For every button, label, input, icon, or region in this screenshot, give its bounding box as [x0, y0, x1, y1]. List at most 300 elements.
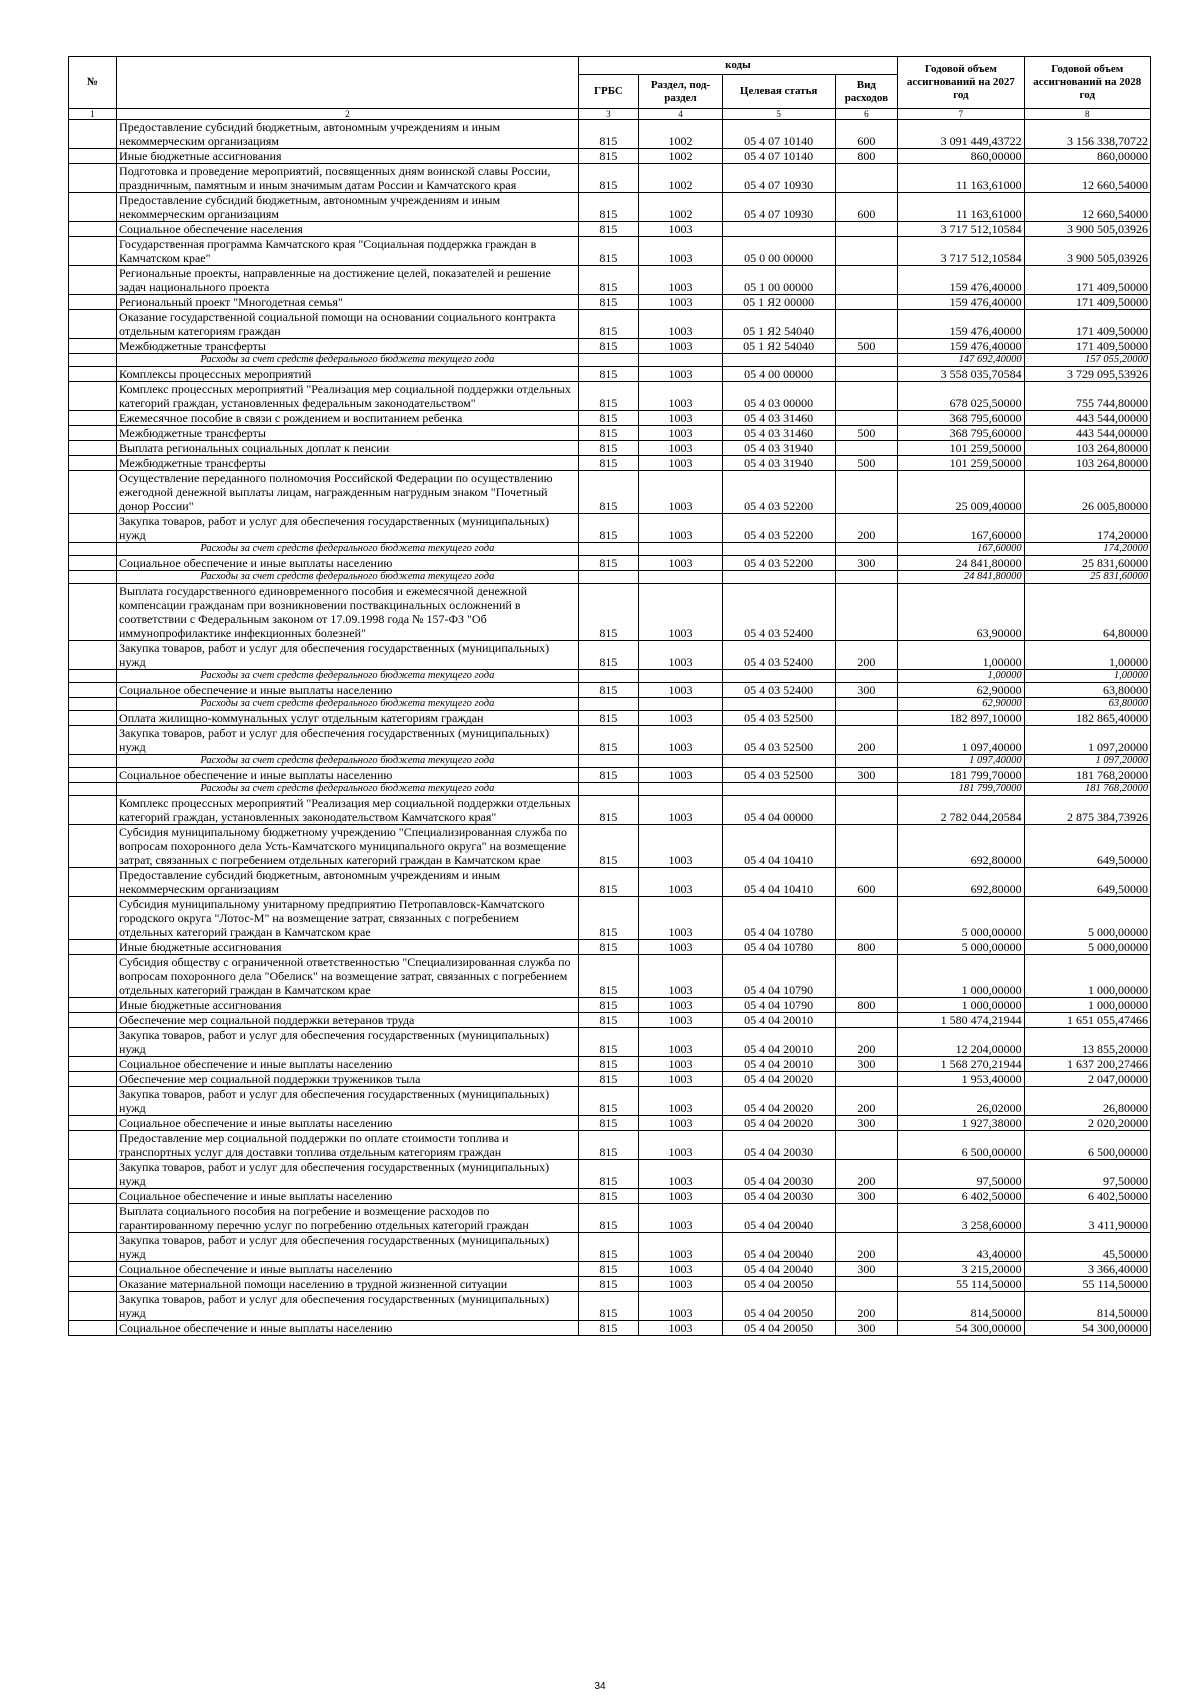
row-number-cell	[69, 222, 117, 237]
grbs-cell: 815	[578, 940, 639, 955]
row-number-cell	[69, 940, 117, 955]
expense-name-cell: Оказание государственной социальной помощи на основании социального контракта отдельным категориям граждан	[117, 310, 579, 339]
row-number-cell	[69, 456, 117, 471]
row-number-cell	[69, 339, 117, 354]
expense-name-cell: Расходы за счет средств федерального бюджета текущего года	[117, 543, 579, 556]
row-number-cell	[69, 1277, 117, 1292]
expense-name-cell: Комплекс процессных мероприятий "Реализация мер социальной поддержки отдельных категорий граждан, установленных федеральным законодательством"	[117, 382, 579, 411]
grbs-cell: 815	[578, 339, 639, 354]
header-year-2027: Годовой объем ассигнований на 2027 год	[898, 57, 1024, 109]
row-number-cell	[69, 367, 117, 382]
table-row	[69, 339, 1151, 354]
grbs-cell: 815	[578, 1204, 639, 1233]
amount-2028-cell: 443 544,00000	[1024, 411, 1150, 426]
table-row	[69, 237, 1151, 266]
amount-2028-cell: 181 768,20000	[1024, 783, 1150, 796]
amount-2028-cell: 174,20000	[1024, 543, 1150, 556]
table-row	[69, 1028, 1151, 1057]
row-number-cell	[69, 1131, 117, 1160]
table-row	[69, 1233, 1151, 1262]
expense-kind-cell: 200	[835, 726, 898, 755]
budget-table	[68, 56, 1151, 1336]
target-article-cell	[722, 571, 835, 584]
amount-2027-cell: 24 841,80000	[898, 571, 1024, 584]
expense-kind-cell	[835, 543, 898, 556]
amount-2028-cell: 103 264,80000	[1024, 456, 1150, 471]
amount-2027-cell: 6 402,50000	[898, 1189, 1024, 1204]
section-cell: 1003	[639, 1131, 723, 1160]
expense-name-cell: Социальное обеспечение населения	[117, 222, 579, 237]
amount-2028-cell: 181 768,20000	[1024, 768, 1150, 783]
header-name	[117, 57, 579, 109]
amount-2027-cell: 159 476,40000	[898, 339, 1024, 354]
amount-2027-cell: 1 097,40000	[898, 726, 1024, 755]
target-article-cell: 05 4 04 20040	[722, 1233, 835, 1262]
table-row	[69, 1277, 1151, 1292]
expense-name-cell: Иные бюджетные ассигнования	[117, 998, 579, 1013]
table-row	[69, 1262, 1151, 1277]
section-cell: 1003	[639, 266, 723, 295]
amount-2027-cell: 97,50000	[898, 1160, 1024, 1189]
amount-2028-cell: 860,00000	[1024, 149, 1150, 164]
amount-2028-cell: 182 865,40000	[1024, 711, 1150, 726]
amount-2028-cell: 2 020,20000	[1024, 1116, 1150, 1131]
row-number-cell	[69, 1262, 117, 1277]
row-number-cell	[69, 1204, 117, 1233]
target-article-cell: 05 4 04 20030	[722, 1160, 835, 1189]
expense-name-cell: Закупка товаров, работ и услуг для обеспечения государственных (муниципальных) нужд	[117, 514, 579, 543]
target-article-cell: 05 4 04 20050	[722, 1321, 835, 1336]
grbs-cell: 815	[578, 411, 639, 426]
header-number: №	[69, 57, 117, 109]
amount-2027-cell: 3 258,60000	[898, 1204, 1024, 1233]
grbs-cell: 815	[578, 471, 639, 514]
target-article-cell: 05 4 04 20020	[722, 1072, 835, 1087]
expense-kind-cell: 200	[835, 1028, 898, 1057]
expense-name-cell: Комплексы процессных мероприятий	[117, 367, 579, 382]
row-number-cell	[69, 755, 117, 768]
grbs-cell: 815	[578, 1028, 639, 1057]
grbs-cell: 815	[578, 120, 639, 149]
target-article-cell: 05 4 04 20030	[722, 1131, 835, 1160]
row-number-cell	[69, 868, 117, 897]
expense-kind-cell	[835, 237, 898, 266]
column-number: 6	[835, 109, 898, 120]
row-number-cell	[69, 310, 117, 339]
amount-2027-cell: 11 163,61000	[898, 193, 1024, 222]
amount-2027-cell: 5 000,00000	[898, 940, 1024, 955]
expense-name-cell: Социальное обеспечение и иные выплаты населению	[117, 1321, 579, 1336]
section-cell: 1003	[639, 367, 723, 382]
grbs-cell: 815	[578, 149, 639, 164]
row-number-cell	[69, 120, 117, 149]
expense-kind-cell: 500	[835, 426, 898, 441]
expense-name-cell: Закупка товаров, работ и услуг для обеспечения государственных (муниципальных) нужд	[117, 641, 579, 670]
expense-name-cell: Расходы за счет средств федерального бюджета текущего года	[117, 571, 579, 584]
federal-funds-row	[69, 698, 1151, 711]
target-article-cell: 05 4 04 20010	[722, 1013, 835, 1028]
section-cell: 1003	[639, 584, 723, 641]
section-cell: 1003	[639, 441, 723, 456]
target-article-cell: 05 4 04 20050	[722, 1277, 835, 1292]
table-row	[69, 295, 1151, 310]
expense-name-cell: Субсидия муниципальному бюджетному учреждению "Специализированная служба по вопросам похоронного дела Усть-Камчатского муниципального округа" на возмещение затрат, связанных с погребением отдельных категорий граждан в Камчатском крае	[117, 825, 579, 868]
target-article-cell: 05 4 04 20010	[722, 1057, 835, 1072]
amount-2027-cell: 101 259,50000	[898, 441, 1024, 456]
row-number-cell	[69, 571, 117, 584]
section-cell: 1003	[639, 1028, 723, 1057]
grbs-cell: 815	[578, 1013, 639, 1028]
amount-2027-cell: 1 000,00000	[898, 998, 1024, 1013]
expense-name-cell: Предоставление субсидий бюджетным, автономным учреждениям и иным некоммерческим организациям	[117, 193, 579, 222]
row-number-cell	[69, 193, 117, 222]
expense-kind-cell: 200	[835, 1160, 898, 1189]
expense-kind-cell: 200	[835, 1087, 898, 1116]
grbs-cell	[578, 543, 639, 556]
grbs-cell	[578, 698, 639, 711]
grbs-cell: 815	[578, 514, 639, 543]
column-number: 4	[639, 109, 723, 120]
table-row	[69, 471, 1151, 514]
expense-kind-cell	[835, 1204, 898, 1233]
expense-kind-cell	[835, 584, 898, 641]
section-cell: 1003	[639, 339, 723, 354]
row-number-cell	[69, 825, 117, 868]
section-cell: 1003	[639, 222, 723, 237]
grbs-cell: 815	[578, 441, 639, 456]
amount-2027-cell: 182 897,10000	[898, 711, 1024, 726]
table-row	[69, 149, 1151, 164]
grbs-cell: 815	[578, 1087, 639, 1116]
expense-name-cell: Комплекс процессных мероприятий "Реализация мер социальной поддержки отдельных категорий граждан, установленных законодательством Камчатского края"	[117, 796, 579, 825]
row-number-cell	[69, 1013, 117, 1028]
amount-2027-cell: 2 782 044,20584	[898, 796, 1024, 825]
amount-2028-cell: 814,50000	[1024, 1292, 1150, 1321]
target-article-cell: 05 4 04 20020	[722, 1087, 835, 1116]
section-cell: 1003	[639, 295, 723, 310]
row-number-cell	[69, 1072, 117, 1087]
column-number: 2	[117, 109, 579, 120]
target-article-cell: 05 4 04 00000	[722, 796, 835, 825]
amount-2028-cell: 55 114,50000	[1024, 1277, 1150, 1292]
expense-name-cell: Социальное обеспечение и иные выплаты населению	[117, 1262, 579, 1277]
amount-2027-cell: 24 841,80000	[898, 556, 1024, 571]
target-article-cell: 05 4 04 10780	[722, 897, 835, 940]
section-cell: 1003	[639, 711, 723, 726]
amount-2027-cell: 3 091 449,43722	[898, 120, 1024, 149]
amount-2028-cell: 6 402,50000	[1024, 1189, 1150, 1204]
federal-funds-row	[69, 354, 1151, 367]
amount-2028-cell: 1 097,20000	[1024, 755, 1150, 768]
target-article-cell	[722, 783, 835, 796]
section-cell: 1003	[639, 825, 723, 868]
amount-2028-cell: 3 729 095,53926	[1024, 367, 1150, 382]
amount-2027-cell: 167,60000	[898, 543, 1024, 556]
amount-2027-cell: 181 799,70000	[898, 783, 1024, 796]
section-cell	[639, 698, 723, 711]
row-number-cell	[69, 641, 117, 670]
amount-2028-cell: 26,80000	[1024, 1087, 1150, 1116]
grbs-cell: 815	[578, 1131, 639, 1160]
expense-name-cell: Предоставление мер социальной поддержки по оплате стоимости топлива и транспортных услуг для доставки топлива отдельным категориям граждан	[117, 1131, 579, 1160]
grbs-cell: 815	[578, 641, 639, 670]
expense-name-cell: Закупка товаров, работ и услуг для обеспечения государственных (муниципальных) нужд	[117, 1028, 579, 1057]
expense-kind-cell: 500	[835, 456, 898, 471]
target-article-cell: 05 4 03 31460	[722, 426, 835, 441]
table-row	[69, 1116, 1151, 1131]
row-number-cell	[69, 726, 117, 755]
budget-sheet	[68, 56, 1151, 1336]
table-row	[69, 825, 1151, 868]
expense-kind-cell	[835, 670, 898, 683]
table-row	[69, 411, 1151, 426]
expense-name-cell: Оплата жилищно-коммунальных услуг отдельным категориям граждан	[117, 711, 579, 726]
target-article-cell	[722, 670, 835, 683]
amount-2027-cell: 167,60000	[898, 514, 1024, 543]
target-article-cell: 05 1 00 00000	[722, 266, 835, 295]
section-cell: 1002	[639, 193, 723, 222]
page-number: 34	[594, 1681, 606, 1692]
row-number-cell	[69, 955, 117, 998]
amount-2028-cell: 171 409,50000	[1024, 310, 1150, 339]
row-number-cell	[69, 711, 117, 726]
section-cell	[639, 783, 723, 796]
row-number-cell	[69, 768, 117, 783]
expense-kind-cell	[835, 698, 898, 711]
row-number-cell	[69, 164, 117, 193]
row-number-cell	[69, 556, 117, 571]
expense-kind-cell: 300	[835, 1262, 898, 1277]
target-article-cell: 05 4 04 10780	[722, 940, 835, 955]
section-cell: 1003	[639, 897, 723, 940]
expense-kind-cell: 200	[835, 1292, 898, 1321]
target-article-cell: 05 1 Я2 54040	[722, 339, 835, 354]
amount-2027-cell: 3 717 512,10584	[898, 222, 1024, 237]
expense-name-cell: Расходы за счет средств федерального бюджета текущего года	[117, 783, 579, 796]
target-article-cell: 05 1 Я2 54040	[722, 310, 835, 339]
expense-name-cell: Расходы за счет средств федерального бюджета текущего года	[117, 670, 579, 683]
section-cell: 1003	[639, 1072, 723, 1087]
target-article-cell: 05 4 03 52200	[722, 471, 835, 514]
section-cell: 1003	[639, 456, 723, 471]
expense-kind-cell	[835, 354, 898, 367]
section-cell: 1003	[639, 768, 723, 783]
table-row	[69, 1072, 1151, 1087]
expense-kind-cell	[835, 755, 898, 768]
grbs-cell: 815	[578, 955, 639, 998]
expense-name-cell: Социальное обеспечение и иные выплаты населению	[117, 556, 579, 571]
federal-funds-row	[69, 755, 1151, 768]
amount-2028-cell: 3 900 505,03926	[1024, 222, 1150, 237]
expense-kind-cell: 300	[835, 1189, 898, 1204]
amount-2028-cell: 64,80000	[1024, 584, 1150, 641]
table-row	[69, 897, 1151, 940]
expense-kind-cell	[835, 441, 898, 456]
expense-kind-cell: 300	[835, 1321, 898, 1336]
grbs-cell: 815	[578, 768, 639, 783]
expense-kind-cell	[835, 1072, 898, 1087]
grbs-cell: 815	[578, 1321, 639, 1336]
table-row	[69, 310, 1151, 339]
row-number-cell	[69, 382, 117, 411]
expense-kind-cell	[835, 783, 898, 796]
header-target: Целевая статья	[722, 75, 835, 109]
expense-kind-cell: 600	[835, 120, 898, 149]
section-cell: 1003	[639, 1204, 723, 1233]
target-article-cell: 05 4 03 52400	[722, 683, 835, 698]
row-number-cell	[69, 584, 117, 641]
amount-2028-cell: 1,00000	[1024, 641, 1150, 670]
expense-kind-cell: 300	[835, 1116, 898, 1131]
section-cell: 1003	[639, 726, 723, 755]
amount-2027-cell: 3 215,20000	[898, 1262, 1024, 1277]
row-number-cell	[69, 543, 117, 556]
column-number: 5	[722, 109, 835, 120]
grbs-cell: 815	[578, 1189, 639, 1204]
expense-name-cell: Расходы за счет средств федерального бюджета текущего года	[117, 698, 579, 711]
expense-name-cell: Субсидия муниципальному унитарному предприятию Петропавловск-Камчатского городского округа "Лотос-М" на возмещение затрат, связанных с погребением отдельных категорий граждан в Камчатском крае	[117, 897, 579, 940]
table-row	[69, 796, 1151, 825]
amount-2028-cell: 1 000,00000	[1024, 955, 1150, 998]
row-number-cell	[69, 796, 117, 825]
amount-2027-cell: 1 000,00000	[898, 955, 1024, 998]
target-article-cell: 05 4 03 31940	[722, 441, 835, 456]
row-number-cell	[69, 783, 117, 796]
expense-name-cell: Субсидия обществу с ограниченной ответственностью "Специализированная служба по вопросам похоронного дела "Обелиск" на возмещение затрат, связанных с погребением отдельных категорий граждан в Камчатском крае	[117, 955, 579, 998]
amount-2028-cell: 1 000,00000	[1024, 998, 1150, 1013]
expense-kind-cell: 200	[835, 1233, 898, 1262]
target-article-cell	[722, 698, 835, 711]
grbs-cell: 815	[578, 266, 639, 295]
amount-2028-cell: 25 831,60000	[1024, 556, 1150, 571]
table-row	[69, 1160, 1151, 1189]
amount-2027-cell: 5 000,00000	[898, 897, 1024, 940]
amount-2028-cell: 1 097,20000	[1024, 726, 1150, 755]
expense-kind-cell: 500	[835, 339, 898, 354]
target-article-cell: 05 4 07 10140	[722, 120, 835, 149]
amount-2028-cell: 103 264,80000	[1024, 441, 1150, 456]
grbs-cell: 815	[578, 1160, 639, 1189]
table-row	[69, 1321, 1151, 1336]
grbs-cell: 815	[578, 584, 639, 641]
target-article-cell: 05 4 03 52400	[722, 641, 835, 670]
grbs-cell: 815	[578, 193, 639, 222]
amount-2027-cell: 26,02000	[898, 1087, 1024, 1116]
row-number-cell	[69, 1116, 117, 1131]
table-row	[69, 711, 1151, 726]
section-cell: 1003	[639, 471, 723, 514]
federal-funds-row	[69, 670, 1151, 683]
target-article-cell	[722, 354, 835, 367]
expense-name-cell: Закупка товаров, работ и услуг для обеспечения государственных (муниципальных) нужд	[117, 1233, 579, 1262]
target-article-cell: 05 4 03 31940	[722, 456, 835, 471]
amount-2028-cell: 2 047,00000	[1024, 1072, 1150, 1087]
expense-name-cell: Расходы за счет средств федерального бюджета текущего года	[117, 755, 579, 768]
amount-2027-cell: 101 259,50000	[898, 456, 1024, 471]
expense-name-cell: Предоставление субсидий бюджетным, автономным учреждениям и иным некоммерческим организациям	[117, 120, 579, 149]
expense-kind-cell	[835, 711, 898, 726]
expense-kind-cell	[835, 471, 898, 514]
amount-2028-cell: 1 637 200,27466	[1024, 1057, 1150, 1072]
grbs-cell: 815	[578, 1292, 639, 1321]
federal-funds-row	[69, 543, 1151, 556]
expense-name-cell: Государственная программа Камчатского края "Социальная поддержка граждан в Камчатском крае"	[117, 237, 579, 266]
amount-2027-cell: 159 476,40000	[898, 295, 1024, 310]
table-row	[69, 683, 1151, 698]
grbs-cell	[578, 670, 639, 683]
amount-2028-cell: 63,80000	[1024, 698, 1150, 711]
amount-2028-cell: 443 544,00000	[1024, 426, 1150, 441]
section-cell: 1003	[639, 1262, 723, 1277]
amount-2028-cell: 171 409,50000	[1024, 339, 1150, 354]
amount-2027-cell: 43,40000	[898, 1233, 1024, 1262]
amount-2028-cell: 6 500,00000	[1024, 1131, 1150, 1160]
section-cell: 1003	[639, 1277, 723, 1292]
table-row	[69, 367, 1151, 382]
amount-2028-cell: 5 000,00000	[1024, 940, 1150, 955]
grbs-cell	[578, 571, 639, 584]
section-cell: 1003	[639, 1292, 723, 1321]
target-article-cell: 05 4 04 20020	[722, 1116, 835, 1131]
expense-name-cell: Иные бюджетные ассигнования	[117, 940, 579, 955]
target-article-cell: 05 1 Я2 00000	[722, 295, 835, 310]
expense-kind-cell	[835, 295, 898, 310]
section-cell: 1003	[639, 998, 723, 1013]
row-number-cell	[69, 1087, 117, 1116]
table-row	[69, 514, 1151, 543]
amount-2028-cell: 649,50000	[1024, 825, 1150, 868]
row-number-cell	[69, 514, 117, 543]
target-article-cell: 05 4 04 20030	[722, 1189, 835, 1204]
expense-kind-cell	[835, 382, 898, 411]
amount-2027-cell: 11 163,61000	[898, 164, 1024, 193]
section-cell: 1003	[639, 955, 723, 998]
grbs-cell: 815	[578, 1057, 639, 1072]
expense-kind-cell: 300	[835, 556, 898, 571]
row-number-cell	[69, 1028, 117, 1057]
table-row	[69, 382, 1151, 411]
grbs-cell: 815	[578, 683, 639, 698]
amount-2028-cell: 755 744,80000	[1024, 382, 1150, 411]
section-cell	[639, 755, 723, 768]
grbs-cell: 815	[578, 897, 639, 940]
row-number-cell	[69, 1057, 117, 1072]
target-article-cell: 05 4 04 20040	[722, 1262, 835, 1277]
amount-2027-cell: 54 300,00000	[898, 1321, 1024, 1336]
grbs-cell: 815	[578, 825, 639, 868]
amount-2027-cell: 678 025,50000	[898, 382, 1024, 411]
expense-kind-cell: 600	[835, 868, 898, 897]
row-number-cell	[69, 998, 117, 1013]
target-article-cell: 05 4 04 10790	[722, 998, 835, 1013]
expense-kind-cell	[835, 266, 898, 295]
row-number-cell	[69, 237, 117, 266]
amount-2027-cell: 1,00000	[898, 670, 1024, 683]
expense-name-cell: Межбюджетные трансферты	[117, 426, 579, 441]
amount-2027-cell: 6 500,00000	[898, 1131, 1024, 1160]
expense-kind-cell	[835, 955, 898, 998]
table-header	[69, 57, 1151, 120]
amount-2028-cell: 12 660,54000	[1024, 193, 1150, 222]
target-article-cell: 05 4 03 52200	[722, 514, 835, 543]
expense-name-cell: Выплата социального пособия на погребение и возмещение расходов по гарантированному перечню услуг по погребению отдельных категорий граждан	[117, 1204, 579, 1233]
expense-kind-cell: 600	[835, 193, 898, 222]
expense-kind-cell	[835, 1277, 898, 1292]
amount-2027-cell: 1 097,40000	[898, 755, 1024, 768]
expense-name-cell: Иные бюджетные ассигнования	[117, 149, 579, 164]
amount-2028-cell: 63,80000	[1024, 683, 1150, 698]
table-row	[69, 193, 1151, 222]
